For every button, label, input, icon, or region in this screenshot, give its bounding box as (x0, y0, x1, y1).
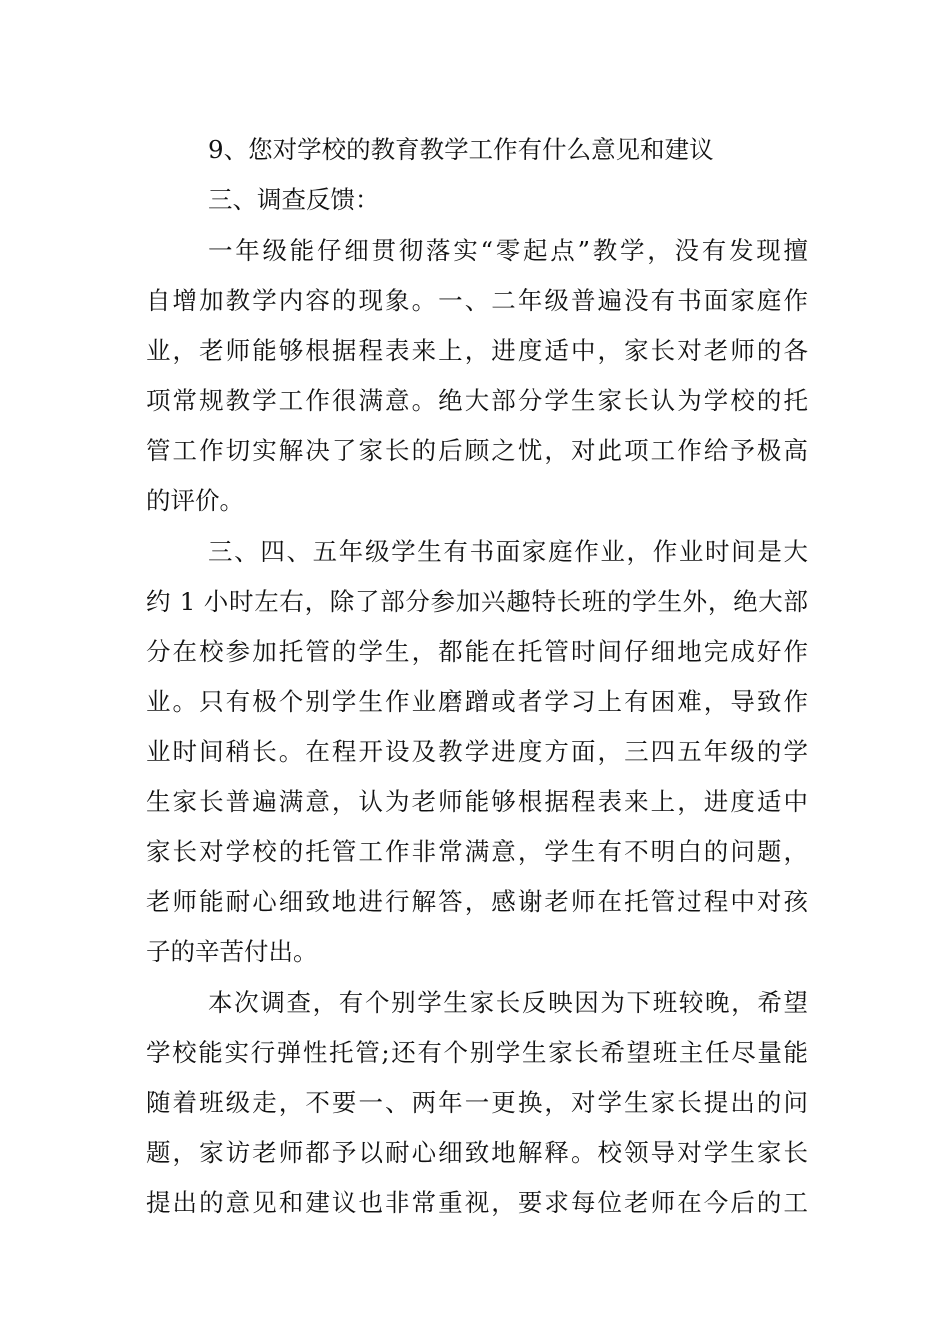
paragraph-2-line-6: 生家长普遍满意，认为老师能够根据程表来上，进度适中 (146, 787, 808, 816)
paragraph-2-line-3: 分在校参加托管的学生，都能在托管时间仔细地完成好作 (146, 637, 808, 666)
paragraph-2-line-8: 老师能耐心细致地进行解答，感谢老师在托管过程中对孩 (146, 887, 808, 916)
paragraph-2-line-5: 业时间稍长。在程开设及教学进度方面，三四五年级的学 (146, 737, 808, 766)
paragraph-1-line-5: 管工作切实解决了家长的后顾之忧，对此项工作给予极高 (146, 436, 808, 465)
section-heading: 三、调查反馈： (208, 185, 380, 214)
paragraph-3-line-5: 提出的意见和建议也非常重视，要求每位老师在今后的工 (146, 1188, 808, 1217)
paragraph-1-line-1: 一年级能仔细贯彻落实“零起点”教学，没有发现擅 (208, 236, 808, 265)
paragraph-1-line-3: 业，老师能够根据程表来上，进度适中，家长对老师的各 (146, 336, 808, 365)
paragraph-3-line-1: 本次调查，有个别学生家长反映因为下班较晚，希望 (208, 988, 808, 1017)
question-9-line: 9、您对学校的教育教学工作有什么意见和建议 (208, 135, 714, 164)
paragraph-2-line-1: 三、四、五年级学生有书面家庭作业，作业时间是大 (208, 537, 808, 566)
paragraph-2-line-2: 约 1 小时左右，除了部分参加兴趣特长班的学生外，绝大部 (146, 587, 808, 616)
paragraph-2-line-7: 家长对学校的托管工作非常满意，学生有不明白的问题， (146, 837, 808, 866)
paragraph-3-line-2: 学校能实行弹性托管;还有个别学生家长希望班主任尽量能 (146, 1038, 808, 1067)
paragraph-1-line-6: 的评价。 (146, 486, 244, 515)
paragraph-1-line-4: 项常规教学工作很满意。绝大部分学生家长认为学校的托 (146, 386, 808, 415)
paragraph-2-line-4: 业。只有极个别学生作业磨蹭或者学习上有困难，导致作 (146, 687, 808, 716)
paragraph-1-line-2: 自增加教学内容的现象。一、二年级普遍没有书面家庭作 (146, 286, 808, 315)
paragraph-3-line-4: 题，家访老师都予以耐心细致地解释。校领导对学生家长 (146, 1138, 808, 1167)
paragraph-3-line-3: 随着班级走，不要一、两年一更换，对学生家长提出的问 (146, 1088, 808, 1117)
paragraph-2-line-9: 子的辛苦付出。 (146, 937, 318, 966)
